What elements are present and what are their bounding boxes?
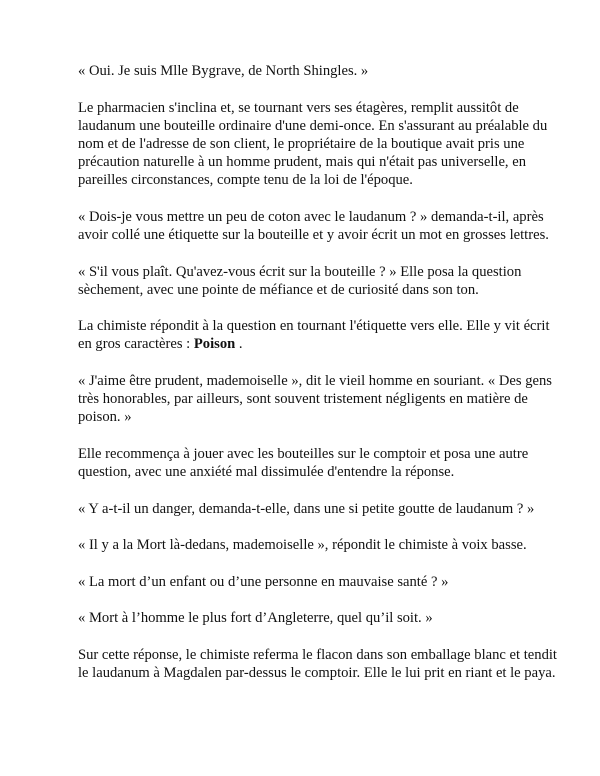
paragraph-9: « Il y a la Mort là-dedans, mademoiselle », répondit le chimiste à voix basse. (78, 537, 527, 554)
paragraph-6: « J'aime être prudent, mademoiselle », dit le vieil homme en souriant. « Des gens très honorables, par ailleurs, sont souvent tristement négligents en matière de poison. » (78, 372, 552, 426)
paragraph-8: « Y a-t-il un danger, demanda-t-elle, dans une si petite goutte de laudanum ? » (78, 500, 535, 517)
paragraph-11: « Mort à l’homme le plus fort d’Angleterre, quel qu’il soit. » (78, 610, 433, 627)
paragraph-4: « S'il vous plaît. Qu'avez-vous écrit sur la bouteille ? » Elle posa la question sèchement, avec une pointe de méfiance et de curiosité dans son ton. (78, 263, 522, 298)
paragraph-2: Le pharmacien s'inclina et, se tournant vers ses étagères, remplit aussitôt de laudanum une bouteille ordinaire d'une demi-once. En s'assurant au préalable du nom et de l'adresse de son client, le propriétaire de la boutique avait pris une précaution naturelle à un homme prudent, mais qui n'était pas universelle, en pareilles circonstances, compte tenu de la loi de l'époque. (78, 99, 548, 189)
paragraph-7: Elle recommença à jouer avec les bouteilles sur le comptoir et posa une autre question, avec une anxiété mal dissimulée d'entendre la réponse. (78, 445, 529, 481)
paragraph-3: « Dois-je vous mettre un peu de coton avec le laudanum ? » demanda-t-il, après avoir collé une étiquette sur la bouteille et y avoir écrit un mot en grosses lettres. (78, 208, 549, 244)
paragraph-5 (78, 317, 560, 353)
paragraph-5-end: . (235, 336, 243, 353)
paragraph-12: Sur cette réponse, le chimiste referma le flacon dans son emballage blanc et tendit le laudanum à Magdalen par-dessus le comptoir. Elle le lui prit en riant et le paya. (78, 646, 557, 681)
paragraph-10: « La mort d’un enfant ou d’une personne en mauvaise santé ? » (78, 573, 449, 590)
paragraph-5-text: La chimiste répondit à la question en tournant l'étiquette vers elle. Elle y vit écrit en gros caractères : (78, 318, 550, 353)
paragraph-1: « Oui. Je suis Mlle Bygrave, de North Shingles. » (78, 63, 369, 79)
document-page (78, 62, 560, 700)
poison-label: Poison (193, 336, 236, 353)
